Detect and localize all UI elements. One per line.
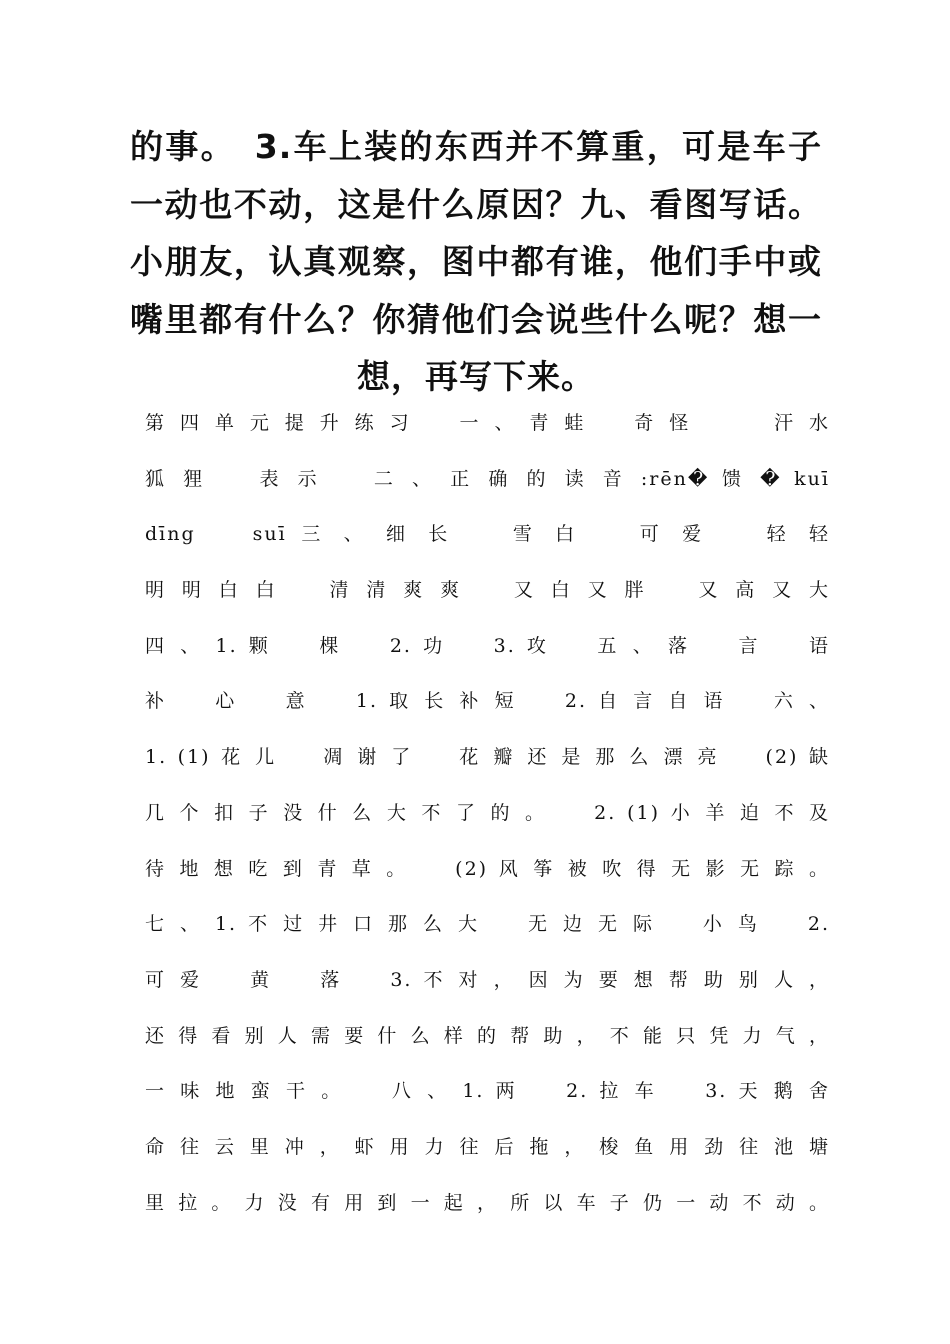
answer-line: 第 四 单 元 提 升 练 习 一 、 青 蛙 奇 怪 汗 水 — [145, 412, 830, 434]
answer-line: 四 、 1. 颗 棵 2. 功 3. 攻 五 、 落 言 语 — [145, 634, 830, 657]
question-line: 想，再写下来。 — [357, 357, 595, 396]
answer-line: 可 爱 黄 落 3. 不 对 ， 因 为 要 想 帮 助 别 人 ， — [145, 968, 830, 991]
answer-line: 七 、 1. 不 过 井 口 那 么 大 无 边 无 际 小 鸟 2. — [145, 913, 830, 936]
answer-line: 命 往 云 里 冲 ， 虾 用 力 往 后 拖 ， 梭 鱼 用 劲 往 池 塘 — [145, 1135, 830, 1158]
answer-line: 里 拉 。 力 没 有 用 到 一 起 ， 所 以 车 子 仍 一 动 不 动 。 — [145, 1191, 830, 1214]
answer-line: 待 地 想 吃 到 青 草 。 (2) 风 筝 被 吹 得 无 影 无 踪 。 — [145, 857, 830, 880]
answer-line: dīng suī 三 、 细 长 雪 白 可 爱 轻 轻 — [145, 523, 860, 546]
question-line: 小朋友，认真观察，图中都有谁，他们手中或 — [130, 242, 822, 281]
answer-line: 1. (1) 花 儿 凋 谢 了 花 瓣 还 是 那 么 漂 亮 (2) 缺 — [145, 746, 830, 769]
answer-line: 补 心 意 1. 取 长 补 短 2. 自 言 自 语 六 、 — [145, 690, 830, 713]
question-line: 一动也不动，这是什么原因？九、看图写话。 — [130, 184, 822, 224]
question-text — [130, 118, 822, 406]
answer-line: 几 个 扣 子 没 什 么 大 不 了 的 。 2. (1) 小 羊 迫 不 及 — [145, 801, 830, 824]
answer-line: 一 味 地 蛮 干 。 八 、 1. 两 2. 拉 车 3. 天 鹅 舍 — [145, 1080, 830, 1103]
answer-line: 明 明 白 白 清 清 爽 爽 又 白 又 胖 又 高 又 大 — [145, 579, 830, 602]
question-line: 的事。 3.车上装的东西并不算重，可是车子 — [130, 127, 822, 166]
question-line: 嘴里都有什么？你猜他们会说些什么呢？想一 — [130, 299, 822, 339]
answer-line: 还 得 看 别 人 需 要 什 么 样 的 帮 助 ， 不 能 只 凭 力 气 ， — [145, 1024, 830, 1047]
answer-line: 狐 狸 表 示 二 、 正 确 的 读 音 :rēn� 馈 � kuī — [145, 467, 830, 490]
answer-key — [145, 396, 860, 1231]
